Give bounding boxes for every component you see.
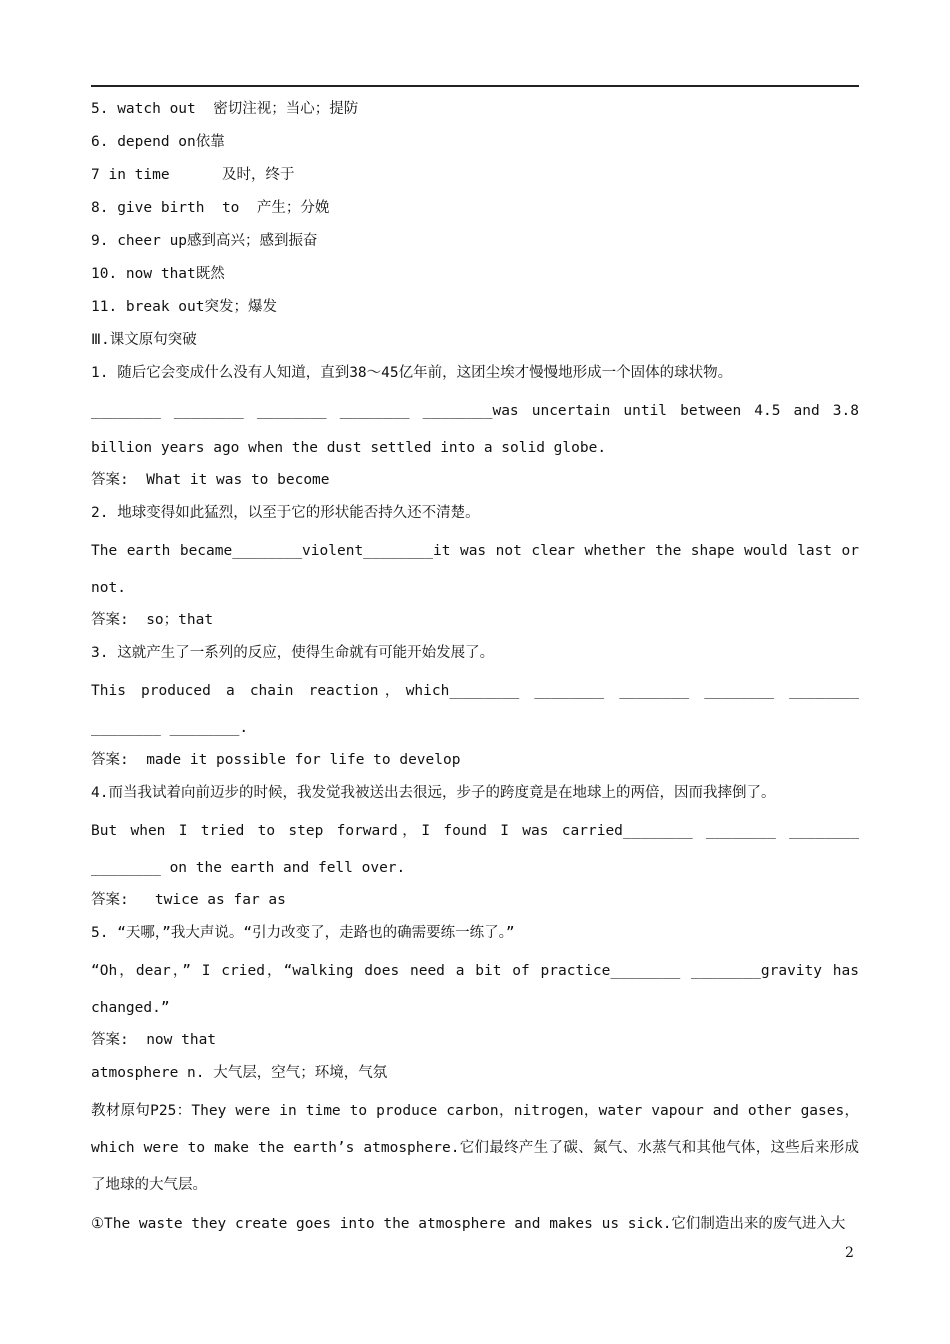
page-number: 2	[845, 1245, 854, 1261]
vocab-atmosphere: atmosphere n. 大气层，空气；环境，气氛	[91, 1065, 388, 1081]
question-4-sentence: But when I tried to step forward，I found I was carried________ ________ ________ ________ on the earth and fell over.	[91, 823, 859, 876]
vocab-item-7: 7 in time 及时，终于	[91, 167, 295, 183]
question-5-answer: 答案: now that	[91, 1032, 217, 1048]
section-heading: Ⅲ.课文原句突破	[91, 332, 197, 348]
vocab-item-8: 8. give birth to 产生；分娩	[91, 200, 330, 216]
question-4-prompt: 4.而当我试着向前迈步的时候，我发觉我被送出去很远，步子的跨度竟是在地球上的两倍，因而我摔倒了。	[91, 785, 776, 801]
vocab-item-11: 11. break out突发；爆发	[91, 299, 277, 315]
question-1-prompt: 1. 随后它会变成什么没有人知道，直到38～45亿年前，这团尘埃才慢慢地形成一个固体的球状物。	[91, 365, 733, 381]
question-2-answer: 答案: so；that	[91, 612, 214, 628]
question-3-answer: 答案: made it possible for life to develop	[91, 752, 461, 768]
header-rule	[91, 85, 859, 87]
question-1-sentence: ________ ________ ________ ________ ________was uncertain until between 4.5 and 3.8 billion years ago when the dust settled into a solid globe.	[91, 403, 859, 456]
example-sentence-1: ①The waste they create goes into the atmosphere and makes us sick.它们制造出来的废气进入大	[91, 1216, 846, 1232]
vocab-item-6: 6. depend on依靠	[91, 134, 225, 150]
question-5-sentence: “Oh，dear，” I cried，“walking does need a bit of practice________ ________gravity has changed.”	[91, 963, 859, 1016]
question-1-answer: 答案: What it was to become	[91, 472, 330, 488]
question-4-answer: 答案: twice as far as	[91, 892, 286, 908]
vocab-item-5: 5. watch out 密切注视；当心；提防	[91, 101, 359, 117]
question-3-prompt: 3. 这就产生了一系列的反应，使得生命就有可能开始发展了。	[91, 645, 495, 661]
vocab-item-10: 10. now that既然	[91, 266, 225, 282]
question-2-prompt: 2. 地球变得如此猛烈，以至于它的形状能否持久还不清楚。	[91, 505, 480, 521]
vocab-item-9: 9. cheer up感到高兴；感到振奋	[91, 233, 318, 249]
document-body	[91, 96, 859, 1242]
question-2-sentence: The earth became________violent________it was not clear whether the shape would last or not.	[91, 543, 859, 596]
textbook-sentence: 教材原句P25：They were in time to produce carbon，nitrogen，water vapour and other gases，which were to make the earth’s atmosphere.它们最终产生了碳、氮气、水蒸气和其他气体，这些后来形成了地球的大气层。	[91, 1103, 859, 1193]
question-5-prompt: 5. “天哪，”我大声说。“引力改变了，走路也的确需要练一练了。”	[91, 925, 515, 941]
question-3-sentence: This produced a chain reaction，which________ ________ ________ ________ ________ ________ ________.	[91, 683, 859, 736]
